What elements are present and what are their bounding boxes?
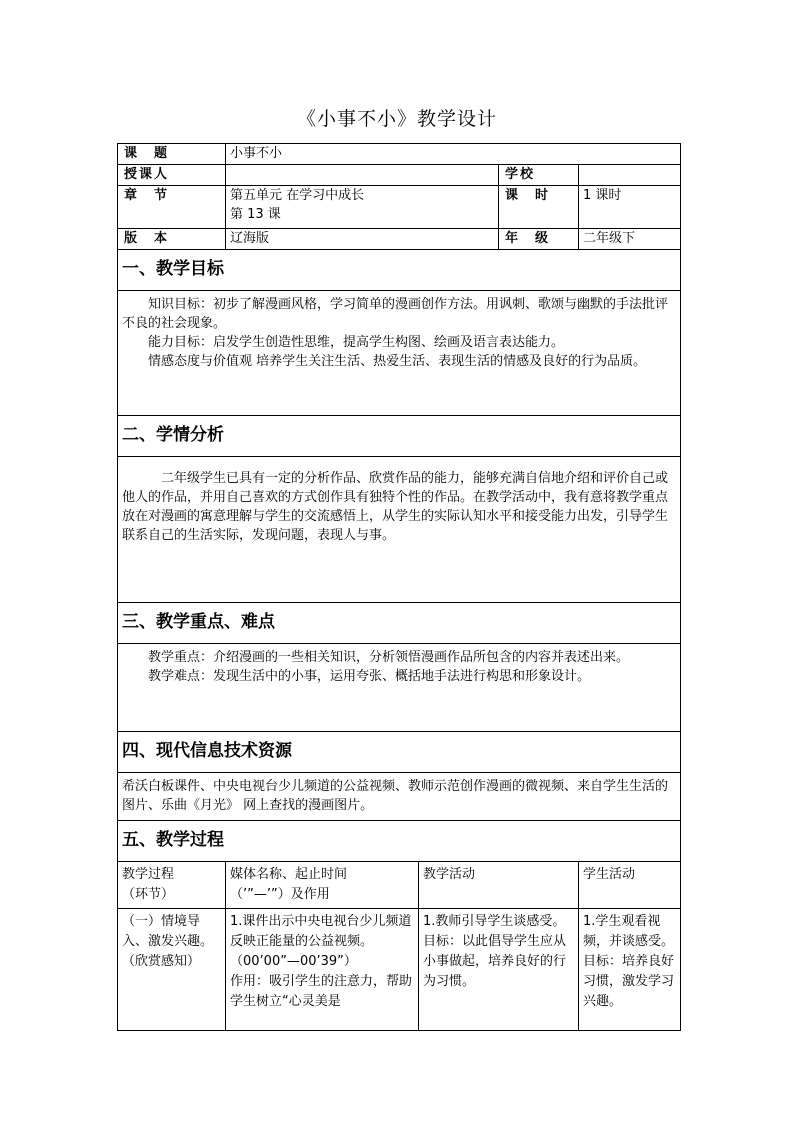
section-keypoints-heading-row [118,603,681,644]
resources-body [118,773,681,821]
school-label: 学校 [499,165,579,186]
chapter-label: 章 节 [118,186,226,229]
process-row1-media [226,909,419,1031]
section-objectives-body-row [118,291,681,416]
process-row1-teacher-line2: 目标：以此倡导学生应从小事做起，培养良好的行为习惯。 [423,934,567,989]
process-col-media [226,862,419,909]
process-row1-media-line1: 1.课件出示中央电视台少儿频道反映正能量的公益视频。（00’00”—00’39”） [230,914,412,969]
process-row1-teacher [419,909,579,1031]
process-col-stage-line1: 教学过程 [122,867,175,882]
process-row1-teacher-line1: 1.教师引导学生谈感受。 [423,914,566,929]
row-teacher [118,165,681,186]
lesson-plan-table [117,143,680,1031]
objectives-body [118,291,681,416]
process-row1-stage [118,909,226,1031]
school-value [579,165,681,186]
process-col-student: 学生活动 [579,862,681,909]
resources-paragraph: 希沃白板课件、中央电视台少儿频道的公益视频、教师示范创作漫画的微视频、来自学生生活的图片、乐曲《月光》 网上查找的漫画图片。 [122,779,669,813]
document-title: 《小事不小》教学设计 [296,108,497,130]
section-heading-process: 五、教学过程 [118,821,681,862]
process-row-1 [118,909,681,1031]
section-heading-objectives: 一、教学目标 [118,250,681,291]
process-col-stage [118,862,226,909]
hours-value: 1 课时 [579,186,681,229]
objectives-attitude: 情感态度与价值观 培养学生关注生活、热爱生活、表现生活的情感及良好的行为品质。 [148,354,647,369]
chapter-value-line1: 第五单元 在学习中成长 [230,188,365,203]
section-resources-heading-row [118,732,681,773]
process-row1-stage-line1: （一）情境导入、激发兴趣。 [122,914,214,949]
section-process-heading-row [118,821,681,862]
analysis-paragraph: 二年级学生已具有一定的分析作品、欣赏作品的能力，能够充满自信地介绍和评价自己或他人的作品，并用自己喜欢的方式创作具有独特个性的作品。在教学活动中，我有意将教学重点放在对漫画的寓意理解与学生的交流感悟上，从学生的实际认知水平和接受能力出发，引导学生联系自己的生活实际，发现问题，表现人与事。 [122,471,669,543]
teacher-label: 授课人 [118,165,226,186]
process-row1-student-line1: 1.学生观看视频，并谈感受。 [583,914,675,949]
analysis-body [118,457,681,603]
section-heading-analysis: 二、学情分析 [118,416,681,457]
section-analysis-body-row [118,457,681,603]
process-col-teacher: 教学活动 [419,862,579,909]
edition-value: 辽海版 [226,229,499,250]
chapter-value-line2: 第 13 课 [230,207,281,222]
process-row1-media-effect: 作用：吸引学生的注意力，帮助学生树立“心灵美是 [230,974,413,1009]
teacher-value [226,165,499,186]
chapter-value [226,186,499,229]
edition-label: 版 本 [118,229,226,250]
row-topic [118,144,681,165]
grade-label: 年 级 [499,229,579,250]
objectives-ability: 能力目标：启发学生创造性思维，提高学生构图、绘画及语言表达能力。 [148,335,565,350]
process-row1-stage-line2: （欣赏感知） [122,954,201,969]
keypoints-focus: 教学重点：介绍漫画的一些相关知识，分析领悟漫画作品所包含的内容并表述出来。 [148,650,630,665]
hours-label: 课 时 [499,186,579,229]
row-edition [118,229,681,250]
section-analysis-heading-row [118,416,681,457]
keypoints-body [118,644,681,732]
process-row1-student-line2: 目标：培养良好习惯，激发学习兴趣。 [583,954,675,1009]
keypoints-difficulty: 教学难点：发现生活中的小事，运用夸张、概括地手法进行构思和形象设计。 [148,669,591,684]
process-col-media-line1: 媒体名称、起止时间 [230,867,348,882]
process-header-row [118,862,681,909]
section-resources-body-row [118,773,681,821]
process-col-stage-line2: （环节） [122,887,175,902]
topic-value: 小事不小 [226,144,681,165]
section-heading-resources: 四、现代信息技术资源 [118,732,681,773]
section-heading-keypoints: 三、教学重点、难点 [118,603,681,644]
section-keypoints-body-row [118,644,681,732]
section-objectives-heading-row [118,250,681,291]
row-chapter [118,186,681,229]
process-col-media-line2: （’”—’”）及作用 [230,887,330,902]
grade-value: 二年级下 [579,229,681,250]
process-row1-student [579,909,681,1031]
topic-label: 课 题 [118,144,226,165]
objectives-knowledge: 知识目标：初步了解漫画风格，学习简单的漫画创作方法。用讽刺、歌颂与幽默的手法批评不良的社会现象。 [122,297,669,331]
